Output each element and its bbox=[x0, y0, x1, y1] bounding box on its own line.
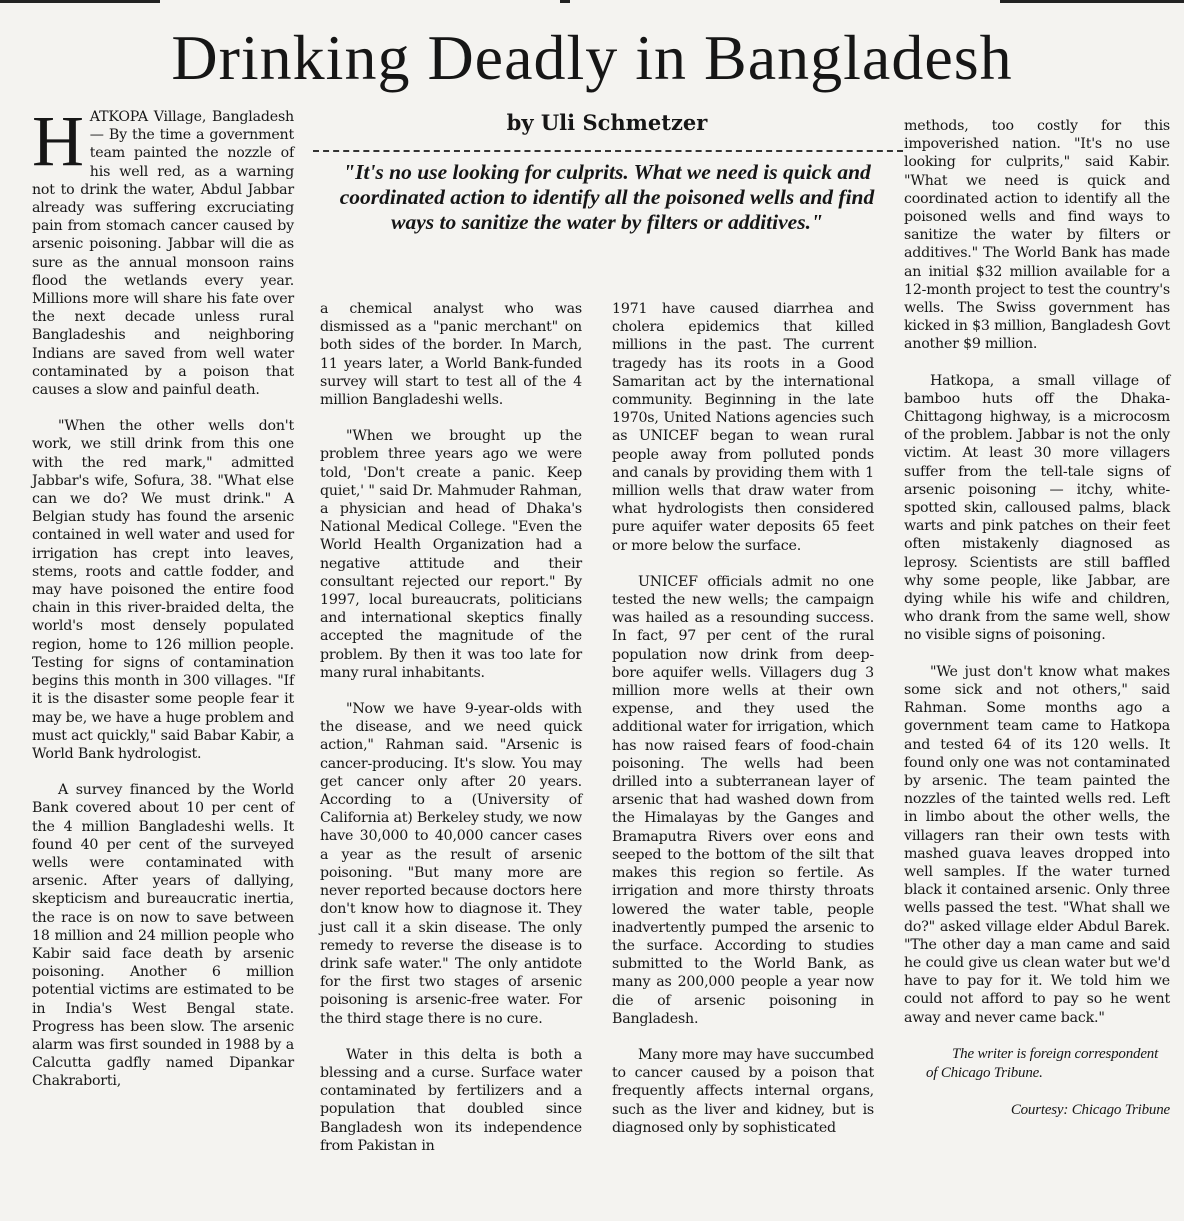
paragraph bbox=[32, 101, 294, 399]
headline: Drinking Deadly in Bangladesh bbox=[171, 22, 1013, 93]
pull-quote: "It's no use looking for culprits. What we need is quick and coordinated action to identify all the poisoned wells and find ways to sanitize the water by filters or additives." bbox=[339, 160, 875, 234]
paragraph-text: ATKOPA Village, Bangladesh — By the time a government team painted the nozzle of his well red, as a warning not to drink the water, Abdul Jabbar already was suffering excruciating pain from stomach cancer caused by arsenic poisoning. Jabbar will die as sure as the annual monsoon rains flood the wetlands every year. Millions more will share his fate over the next decade unless rural Bangladeshis and neighboring Indians are saved from well water contaminated by a poison that causes a slow and painful death. bbox=[32, 109, 294, 399]
paragraph: a chemical analyst who was dismissed as a "panic merchant" on both sides of the border. In March, 11 years later, a World Bank-funded survey will start to test all of the 4 million Bangladeshi wells. bbox=[320, 301, 582, 409]
column-3 bbox=[612, 300, 874, 1155]
paragraph: 1971 have caused diarrhea and cholera epidemics that killed millions in the past. The current tragedy has its roots in a Good Samaritan act by the international community. Beginning in the late 1970s, United Nations agencies such as UNICEF began to wean rural people away from polluted ponds and canals by providing them with 1 million wells that draw water from what hydrologists then considered pure aquifer water deposits 65 feet or more below the surface. bbox=[612, 301, 874, 554]
writer-note: The writer is foreign correspondent of Chicago Tribune. bbox=[926, 1045, 1159, 1081]
column-2 bbox=[320, 300, 582, 1173]
paragraph: UNICEF officials admit no one tested the new wells; the campaign was hailed as a resounding success. In fact, 97 per cent of the rural population now drink from deep-bore aquifer wells. Villagers dug 3 million more wells at their own expense, and they used the additional water for irrigation, which has now raised fears of food-chain poisoning. The wells had been drilled into a subterranean layer of arsenic that had washed down from the Himalayas by the Ganges and Bramaputra Rivers over eons and seeped to the bottom of the silt that makes this region so fertile. As irrigation and more thirsty throats lowered the water table, people inadvertently pumped the arsenic to the surface. According to studies submitted to the World Bank, as many as 200,000 people a year now die of arsenic poisoning in Bangladesh. bbox=[612, 573, 874, 1027]
paragraph: "When we brought up the problem three years ago we were told, 'Don't create a panic. Keep quiet,' " said Dr. Mahmuder Rahman, a physician and head of Dhaka's National Medical College. "Even the World Health Organization had a negative attitude and their consultant rejected our report." By 1997, local bureaucrats, politicians and international skeptics finally accepted the magnitude of the problem. By then it was too late for many rural inhabitants. bbox=[320, 428, 582, 681]
courtesy-line: Courtesy: Chicago Tribune bbox=[1010, 1101, 1170, 1118]
column-1 bbox=[32, 101, 294, 1109]
paragraph: Water in this delta is both a blessing and a curse. Surface water contaminated by fertilizers and a population that doubled since Bangladesh won its independence from Pakistan in bbox=[320, 1046, 582, 1154]
paragraph: methods, too costly for this impoverished nation. "It's no use looking for culprits," said Kabir. "What we need is quick and coordinated action to identify all the poisoned wells and find ways to sanitize the water by filters or additives." The World Bank has made an initial $32 million available for a 12-month project to test the country's wells. The Swiss government has kicked in $3 million, Bangladesh Govt another $9 million. bbox=[904, 118, 1170, 353]
paragraph: "We just don't know what makes some sick and not others," said Rahman. Some months ago a government team came to Hatkopa and tested 64 of its 120 wells. It found only one was not contaminated by arsenic. The team painted the nozzles of the tainted wells red. Left in limbo about the other wells, the villagers ran their own tests with mashed guava leaves dropped into well samples. If the water turned black it contained arsenic. Only three wells passed the test. "What shall we do?" asked village elder Abdul Barek. "The other day a man came and said he could give us clean water but we'd have to pay for it. We told him we could not afford to pay so he went away and never came back." bbox=[904, 663, 1170, 1026]
drop-cap: H bbox=[32, 101, 84, 181]
paragraph: Many more may have succumbed to cancer caused by a poison that frequently affects internal organs, such as the liver and kidney, but is diagnosed only by sophisticated bbox=[612, 1046, 874, 1136]
byline: by Uli Schmetzer bbox=[506, 110, 708, 135]
column-4 bbox=[904, 117, 1170, 1138]
paragraph: "Now we have 9-year-olds with the disease, and we need quick action," Rahman said. "Arsenic is cancer-producing. It's slow. You may get cancer only after 20 years. According to a (University of California at) Berkeley study, we now have 30,000 to 40,000 cancer cases a year as the result of arsenic poisoning. "But many more are never reported because doctors here don't know how to diagnose it. They just call it a skin disease. The only remedy to reverse the disease is to drink safe water." The only antidote for the first two stages of arsenic poisoning is arsenic-free water. For the third stage there is no cure. bbox=[320, 701, 582, 1027]
paragraph: A survey financed by the World Bank covered about 10 per cent of the 4 million Bangladeshi wells. It found 40 per cent of the surveyed wells were contaminated with arsenic. After years of dallying, skepticism and bureaucratic inertia, the race is on now to save between 18 million and 24 million people who Kabir said face death by arsenic poisoning. Another 6 million potential victims are estimated to be in India's West Bengal state. Progress has been slow. The arsenic alarm was first sounded in 1988 by a Calcutta gadfly named Dipankar Chakraborti, bbox=[32, 782, 294, 1090]
paragraph: Hatkopa, a small village of bamboo huts off the Dhaka-Chittagong highway, is a microcosm of the problem. Jabbar is not the only victim. At least 30 more villagers suffer from the tell-tale signs of arsenic poisoning — itchy, white-spotted skin, calloused palms, black warts and pink patches on their feet often mistakenly diagnosed as leprosy. Scientists are still baffled why some people, like Jabbar, are dying while his wife and children, who drank from the same well, show no visible signs of poisoning. bbox=[904, 372, 1170, 644]
pull-quote-rule bbox=[313, 150, 903, 152]
paragraph: "When the other wells don't work, we still drink from this one with the red mark," admitted Jabbar's wife, Sofura, 38. "What else can we do? We must drink." A Belgian study has found the arsenic contained in well water and used for irrigation has crept into leaves, stems, roots and cattle fodder, and may have poisoned the entire food chain in this river-braided delta, the world's most densely populated region, home to 126 million people. Testing for signs of contamination begins this month in 300 villages. "If it is the disaster some people fear it may be, we have a huge problem and must act quickly," said Babar Kabir, a World Bank hydrologist. bbox=[32, 418, 294, 762]
top-rule bbox=[0, 0, 1184, 4]
